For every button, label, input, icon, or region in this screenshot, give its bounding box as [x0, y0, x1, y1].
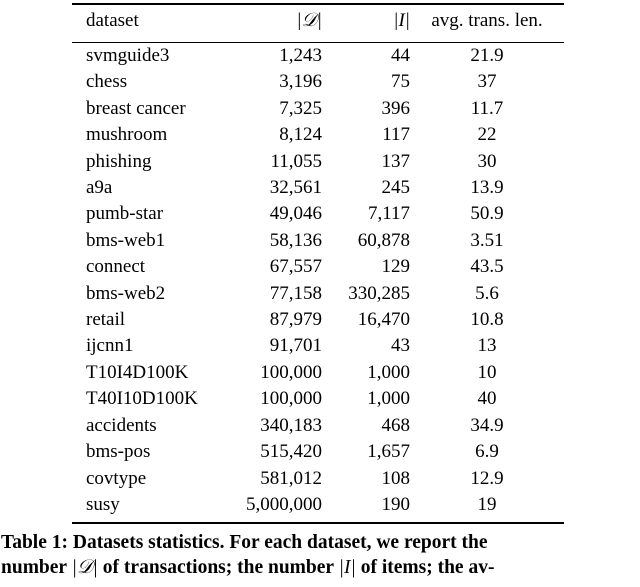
cell-items-count: 44 — [391, 45, 410, 66]
cell-items-count: 330,285 — [348, 282, 410, 304]
cell-items-count: 60,878 — [357, 229, 410, 251]
cell-items-count: 75 — [391, 71, 410, 93]
cell-avg-transaction-length: 37 — [477, 71, 497, 93]
caption-math-i: |I| — [338, 557, 356, 578]
cell-dataset-name: bms-web1 — [86, 229, 166, 251]
table-caption — [1, 530, 637, 580]
cell-transactions-count: 515,420 — [260, 441, 322, 463]
table-row — [72, 492, 564, 518]
cell-transactions-count: 581,012 — [260, 467, 322, 489]
cell-avg-transaction-length: 3.51 — [470, 229, 504, 251]
table-row — [72, 37, 564, 69]
table-row — [72, 360, 564, 386]
cell-avg-transaction-length: 10.8 — [470, 309, 504, 331]
cell-dataset-name: phishing — [86, 150, 152, 172]
dataset-statistics-table — [72, 5, 564, 518]
table-row — [72, 149, 564, 175]
cell-avg-transaction-length: 13 — [477, 335, 497, 357]
cell-transactions-count: 49,046 — [269, 203, 322, 225]
table-row — [72, 122, 564, 148]
caption-text-number: number — [1, 557, 67, 578]
cell-items-count: 396 — [381, 97, 410, 119]
cell-transactions-count: 87,979 — [269, 309, 322, 331]
cell-transactions-count: 91,701 — [269, 335, 322, 357]
header-avg-transaction-length: avg. trans. len. — [431, 10, 543, 31]
table-row — [72, 254, 564, 280]
cell-transactions-count: 32,561 — [269, 177, 322, 199]
cell-avg-transaction-length: 21.9 — [470, 45, 504, 66]
header-items-count: |I| — [393, 10, 410, 31]
cell-avg-transaction-length: 22 — [477, 124, 497, 146]
cell-avg-transaction-length: 12.9 — [470, 467, 504, 489]
cell-dataset-name: ijcnn1 — [86, 335, 134, 357]
table-row — [72, 439, 564, 465]
cell-transactions-count: 8,124 — [279, 124, 322, 146]
cell-items-count: 1,657 — [367, 441, 410, 463]
table-row — [72, 281, 564, 307]
cell-avg-transaction-length: 19 — [477, 493, 497, 515]
table-row — [72, 413, 564, 439]
cell-avg-transaction-length: 5.6 — [475, 282, 499, 304]
cell-avg-transaction-length: 30 — [477, 150, 497, 172]
cell-items-count: 117 — [382, 124, 410, 146]
cell-dataset-name: pumb-star — [86, 203, 164, 225]
cell-items-count: 1,000 — [367, 361, 410, 383]
cell-items-count: 108 — [381, 467, 410, 489]
cell-items-count: 245 — [381, 177, 410, 199]
cell-transactions-count: 1,243 — [279, 45, 322, 66]
cell-items-count: 16,470 — [357, 309, 410, 331]
cell-avg-transaction-length: 50.9 — [470, 203, 504, 225]
table-row — [72, 228, 564, 254]
cell-dataset-name: susy — [86, 493, 120, 515]
cell-transactions-count: 100,000 — [260, 388, 322, 410]
header-dataset: dataset — [86, 10, 139, 31]
table-row — [72, 466, 564, 492]
cell-transactions-count: 58,136 — [269, 229, 322, 251]
cell-avg-transaction-length: 10 — [477, 361, 497, 383]
cell-dataset-name: mushroom — [86, 124, 168, 146]
cell-transactions-count: 5,000,000 — [246, 493, 322, 515]
cell-dataset-name: retail — [86, 309, 126, 331]
cell-avg-transaction-length: 6.9 — [475, 441, 499, 463]
cell-avg-transaction-length: 40 — [477, 388, 497, 410]
cell-transactions-count: 7,325 — [279, 97, 322, 119]
table-row — [72, 333, 564, 359]
table-row — [72, 175, 564, 201]
cell-items-count: 137 — [381, 150, 410, 172]
cell-transactions-count: 11,055 — [270, 150, 322, 172]
table-row — [72, 201, 564, 227]
cell-dataset-name: svmguide3 — [86, 45, 170, 66]
cell-avg-transaction-length: 43.5 — [470, 256, 504, 278]
caption-text-transactions: of transactions; the number — [102, 557, 334, 578]
cell-dataset-name: chess — [86, 71, 128, 93]
cell-avg-transaction-length: 13.9 — [470, 177, 504, 199]
caption-line-2 — [1, 555, 637, 580]
cell-dataset-name: a9a — [86, 177, 113, 199]
cell-transactions-count: 77,158 — [269, 282, 322, 304]
cell-transactions-count: 340,183 — [260, 414, 322, 436]
cell-items-count: 7,117 — [367, 203, 410, 225]
table-row — [72, 69, 564, 95]
table-body — [72, 37, 564, 518]
table-row — [72, 96, 564, 122]
caption-math-d: |𝒟| — [71, 557, 98, 578]
cell-dataset-name: bms-web2 — [86, 282, 166, 304]
cell-items-count: 190 — [381, 493, 410, 515]
cell-dataset-name: T10I4D100K — [86, 361, 189, 383]
cell-avg-transaction-length: 34.9 — [470, 414, 504, 436]
table-row — [72, 307, 564, 333]
cell-items-count: 129 — [381, 256, 410, 278]
cell-dataset-name: bms-pos — [86, 441, 151, 463]
cell-items-count: 468 — [381, 414, 410, 436]
table-header-row — [72, 5, 564, 37]
cell-transactions-count: 67,557 — [269, 256, 322, 278]
cell-items-count: 43 — [391, 335, 410, 357]
caption-text-items: of items; the av- — [360, 557, 495, 578]
table-bottom-rule — [72, 522, 564, 524]
cell-items-count: 1,000 — [367, 388, 410, 410]
cell-dataset-name: breast cancer — [86, 97, 186, 119]
cell-dataset-name: covtype — [86, 467, 147, 489]
cell-dataset-name: connect — [86, 256, 146, 278]
cell-transactions-count: 100,000 — [260, 361, 322, 383]
table-row — [72, 386, 564, 412]
cell-dataset-name: accidents — [86, 414, 157, 436]
caption-line-1: Table 1: Datasets statistics. For each dataset, we report the — [1, 532, 488, 553]
cell-dataset-name: T40I10D100K — [86, 388, 198, 410]
cell-avg-transaction-length: 11.7 — [470, 97, 504, 119]
cell-transactions-count: 3,196 — [279, 71, 322, 93]
header-transactions-count: |𝒟| — [296, 10, 322, 31]
